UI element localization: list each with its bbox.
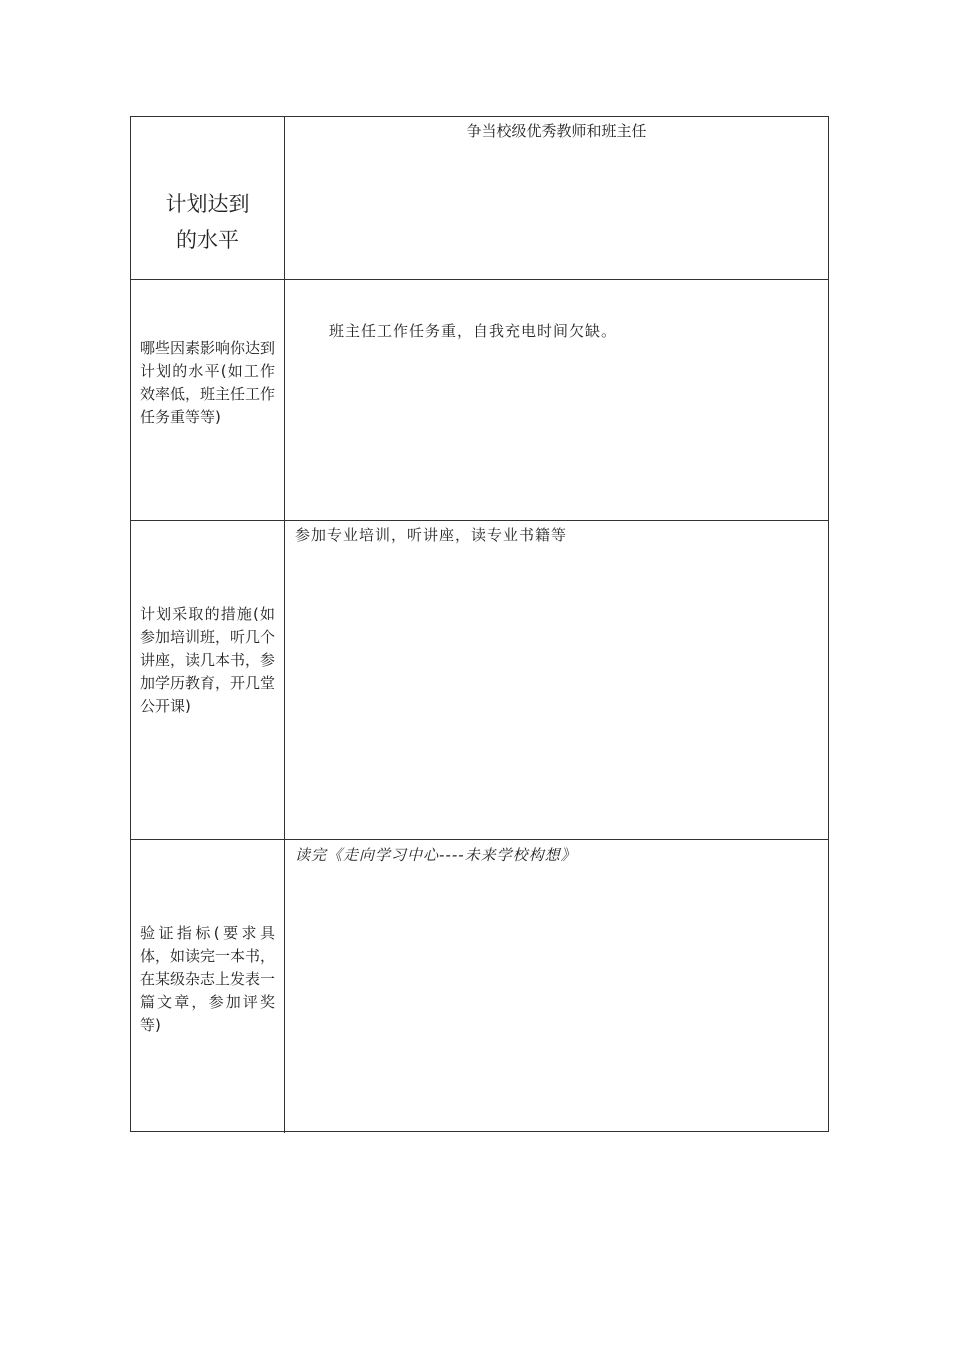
row-target-level [131,117,828,280]
content-cell [285,840,828,1133]
row-content: 班主任工作任务重，自我充电时间欠缺。 [329,322,618,340]
row-label: 计划采取的措施(如参加培训班，听几个讲座，读几本书，参加学历教育，开几堂公开课) [140,605,276,715]
row-label: 哪些因素影响你达到计划的水平(如工作效率低，班主任工作任务重等等) [140,339,276,426]
row-label-line: 的水平 [176,228,239,252]
row-content: 参加专业培训，听讲座，读专业书籍等 [295,526,568,544]
label-cell [131,521,285,839]
label-cell [131,117,285,279]
row-verification-indicators [131,840,828,1133]
row-label: 验证指标(要求具体，如读完一本书，在某级杂志上发表一篇文章，参加评奖等) [140,924,276,1034]
label-cell [131,280,285,520]
row-planned-measures [131,521,828,840]
row-influencing-factors [131,280,828,521]
label-cell [131,840,285,1133]
content-cell [285,521,828,839]
content-cell [285,280,828,520]
plan-table [130,116,829,1132]
content-cell [285,117,828,279]
row-content: 争当校级优秀教师和班主任 [466,122,647,140]
row-label-line: 计划达到 [165,192,250,216]
row-content: 读完《走向学习中心----未来学校构想》 [295,846,577,864]
